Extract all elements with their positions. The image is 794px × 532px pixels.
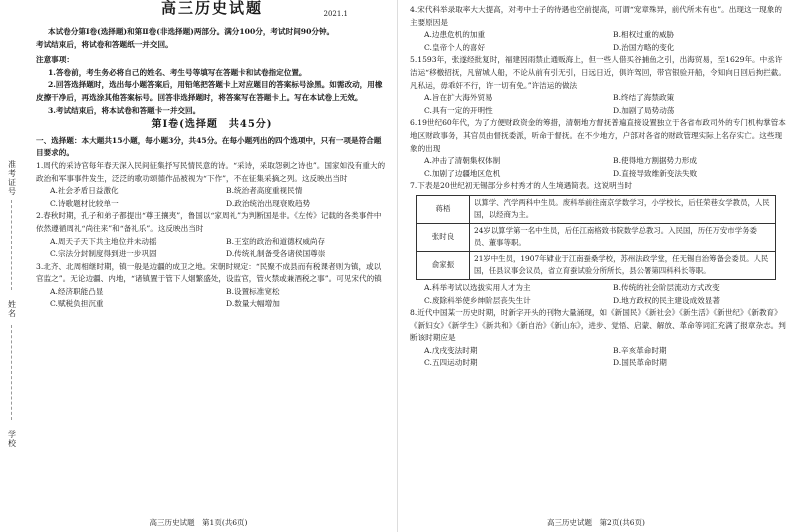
- option-a[interactable]: A.戊戌变法时期: [424, 345, 478, 355]
- question-3-options: [36, 286, 388, 311]
- note-item: 3.考试结束后，将本试卷和答题卡一并交回。: [48, 105, 201, 115]
- note-item: 2.回答选择题时，选出每小题答案后，用铅笔把答题卡上对应题目的答案标号涂黑。如需改动，用橡皮擦干净后，再选涂其他答案标号。回答非选择题时，将答案写在答题卡上。写在本试卷上无效。: [36, 80, 383, 102]
- option-d[interactable]: D.传统礼制备受各诸侯国尊崇: [226, 249, 326, 259]
- option-c[interactable]: C.赋税负担沉重: [50, 299, 104, 309]
- question-5-stem: 5.1593年，张遂经批复时，福建因雨禁止通贩海上，但一些人借买谷捕鱼之引，出海贸易，至1629年。中丞许洁运“移檄招抚，凡留城人船，不论从前有引无引，日远日近，俱许驾回，带官银验开船，令知向日回后拘拦截。凡私运，毋乖奸不行，许一切有免。”许洁运的做法: [410, 55, 786, 90]
- notes-title: 注意事项：: [36, 55, 74, 65]
- option-d[interactable]: D.治国方略的变化: [613, 42, 675, 52]
- option-c[interactable]: C.诗歌题材比较单一: [50, 198, 119, 208]
- table-row: [417, 223, 776, 251]
- sidebar-label-exam-id: 准考证号: [8, 160, 16, 196]
- table-cell-desc: 以算学、汽学两科中生员。废科举前往南京学数学习，小学校长，后任荣巷女学教员，人民国，以经商为主。: [470, 195, 776, 223]
- option-a[interactable]: A.科举考试以选拔实用人才为主: [424, 282, 531, 292]
- option-a[interactable]: A.经济职能凸显: [50, 286, 104, 296]
- sidebar-divider: [11, 200, 12, 290]
- option-a[interactable]: A.边患危机的加重: [424, 30, 486, 40]
- option-a[interactable]: A.周天子天下共主地位并未动摇: [50, 236, 157, 246]
- question-1-stem: 1.周代的采诗官每年春天深入民间征集抒写民情民意的诗。“采诗，采取怨刺之诗也”。国家如没有重大的政治和军事事件发生，泛泛的歌功颂德作品被视为“下作”，不在征集采摘之列。这反映出当时: [36, 160, 386, 183]
- question-4-options: [410, 29, 788, 54]
- option-d[interactable]: D.地方政权的民主建设成效显著: [613, 295, 720, 305]
- note-item: 1.答卷前，考生务必将自己的姓名、考生号等填写在答题卡和试卷指定位置。: [48, 67, 307, 77]
- table-cell-name: 蒋梧: [417, 195, 470, 223]
- option-b[interactable]: B.王室的政治和道德权威尚存: [226, 236, 326, 246]
- exam-title: 高三历史试题: [160, 0, 263, 17]
- question-3-stem: 3.北齐、北周相继时期，镇一般是边疆的成卫之地。宋朝时规定：“民聚不成县而有税课者则为镇，或以官监之”。无论边疆、内地，“诸镇置于管下人烟繁盛处，设监官，管火禁或兼酒税之事”。可见宋代的镇: [36, 261, 382, 284]
- option-c[interactable]: C.皇帝个人的喜好: [424, 42, 486, 52]
- table-row: [417, 195, 776, 223]
- option-c[interactable]: C.加剧了边疆地区危机: [424, 168, 501, 178]
- option-b[interactable]: B.使得地方割据势力形成: [613, 156, 697, 166]
- table-cell-desc: 24岁以算学第一名中生员，后任江南格致书院数学总教习。入民国，历任万安市学务委员、董事等职。: [470, 223, 776, 251]
- option-d[interactable]: D.直接导致维新变法失败: [613, 168, 698, 178]
- sidebar-label-name: 姓名: [8, 300, 16, 318]
- question-4-stem: 4.宋代科举录取率大大提高，对考中士子的待遇也空前提高，可谓“宠章殊异，前代所未有也”。出现这一现象的主要原因是: [410, 5, 782, 27]
- question-8-stem: 8.近代中国某一历史时期，时新字开头的刊物大量涌现，如《新国民》《新社会》《新生活》《新世纪》《新教育》《新妇女》《新学生》《新共和》《新自治》《新山东》，进步、觉悟、启蒙、解放、革命等词汇充满了报章杂志。判断该时期应是: [410, 308, 786, 343]
- table-row: [417, 251, 776, 279]
- option-b[interactable]: B.设置标准宽松: [226, 286, 280, 296]
- question-5-options: [410, 92, 788, 117]
- question-2-options: [36, 236, 388, 261]
- scholar-table: [416, 195, 776, 280]
- question-6-stem: 6.19世纪60年代，为了方便财政资金的筹措，清朝地方督抚普遍直接设置独立于各省布政司外的专门机构掌管本地区财政事务，其官员由督抚委派，听命于督抚。在不少地方，户部对各省的财政管理实际上名存实亡。这些现象的出现: [410, 118, 786, 153]
- option-b[interactable]: B.终结了海禁政策: [613, 93, 675, 103]
- question-7-options: [410, 282, 788, 307]
- option-b[interactable]: B.统治者高度重视民情: [226, 186, 303, 196]
- question-2-stem: 2.春秋时期，孔子和弟子都提出“尊王攘夷”，鲁国以“家周礼”为判断国是非。《左传》记载的各类事件中依然遵循周礼“尚往来”和“备礼乐”。这反映出当时: [36, 211, 382, 233]
- section-title: 第Ⅰ卷(选择题 共45分): [151, 119, 273, 131]
- option-d[interactable]: D.加剧了局势动荡: [613, 105, 675, 115]
- option-c[interactable]: C.五四运动时期: [424, 358, 478, 368]
- table-cell-name: 俞家振: [417, 251, 470, 279]
- table-cell-name: 张时良: [417, 223, 470, 251]
- option-c[interactable]: C.废除科举使乡绅阶层丧失生计: [424, 295, 531, 305]
- option-d[interactable]: D.国民革命时期: [613, 358, 667, 368]
- question-8-options: [410, 345, 788, 370]
- option-a[interactable]: A.冲击了清朝集权体制: [424, 156, 501, 166]
- option-b[interactable]: B.相权过重的威胁: [613, 30, 675, 40]
- table-cell-desc: 21岁中生员，1907年肄业于江南蚕桑学校，苏州法政学堂，任无锡自治筹备会委员。人民国，任县议事会议员，省立育蚕试验分所所长，县公署第四科科长等职。: [470, 251, 776, 279]
- page-1-content: [36, 0, 388, 311]
- question-6-options: [410, 155, 788, 180]
- option-b[interactable]: B.传统的社会阶层流动方式改变: [613, 282, 720, 292]
- intro-line: 考试结束后，将试卷和答题纸一并交回。: [36, 39, 173, 49]
- option-d[interactable]: D.政治统治出现衰败趋势: [226, 198, 311, 208]
- sidebar-label-school: 学校: [8, 430, 16, 448]
- question-7-stem: 7.下表是20世纪初无锡部分乡村秀才的人生境遇简表。这说明当时: [410, 181, 632, 191]
- option-a[interactable]: A.旨在扩大海外贸易: [424, 93, 493, 103]
- option-a[interactable]: A.社会矛盾日益激化: [50, 186, 119, 196]
- sidebar-divider: [11, 325, 12, 420]
- page-footer: 高三历史试题 第1页(共6页): [149, 518, 248, 527]
- exam-date: 2021.1: [323, 10, 348, 18]
- page-2-content: [410, 4, 788, 370]
- section-instructions: 一、选择题：本大题共15小题，每小题3分，共45分。在每小题列出的四个选项中，只有一项是符合题目要求的。: [36, 135, 382, 158]
- option-d[interactable]: D.数量大幅增加: [226, 299, 280, 309]
- question-1-options: [36, 185, 388, 210]
- exam-page-2: [397, 0, 794, 532]
- intro-line: 本试卷分第Ⅰ卷(选择题)和第Ⅱ卷(非选择题)两部分。满分100分，考试时间90分钟。: [48, 27, 335, 36]
- page-footer: 高三历史试题 第2页(共6页): [547, 518, 645, 527]
- option-c[interactable]: C.具有一定的开明性: [424, 105, 493, 115]
- option-b[interactable]: B.辛亥革命时期: [613, 345, 667, 355]
- option-c[interactable]: C.宗法分封制度得到进一步巩固: [50, 249, 157, 259]
